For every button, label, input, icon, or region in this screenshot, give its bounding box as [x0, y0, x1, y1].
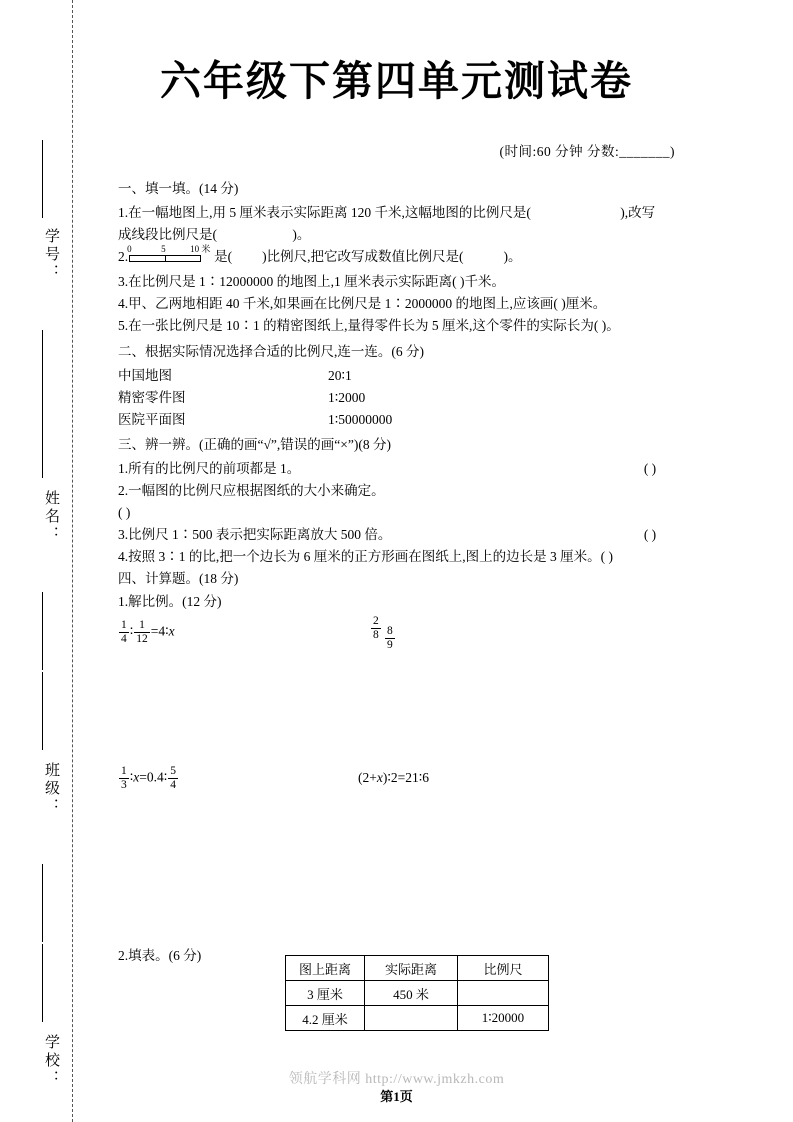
equation-3-mid: =0.4∶ — [139, 769, 168, 785]
ruler-tick-0: 0 — [127, 243, 132, 254]
fraction-denominator: 4 — [170, 778, 177, 791]
fraction-1-12 — [134, 619, 150, 645]
section-4-sub-1: 1.解比例。(12 分) — [118, 594, 222, 610]
match-row — [118, 409, 678, 431]
table-header-cell: 图上距离 — [286, 956, 365, 981]
section-1-heading: 一、填一填。(14 分) — [118, 181, 239, 196]
equation-1 — [118, 619, 175, 645]
judge-item-3 — [118, 524, 678, 546]
question-2 — [118, 243, 678, 268]
judge-box-3[interactable]: ( ) — [643, 526, 657, 542]
section-4-heading: 四、计算题。(18 分) — [118, 570, 239, 586]
table-header-cell: 比例尺 — [458, 956, 549, 981]
match-right-1: 20∶1 — [328, 367, 352, 383]
judge-item-4 — [118, 546, 678, 568]
section-2-heading: 二、根据实际情况选择合适的比例尺,连一连。(6 分) — [118, 344, 424, 360]
exam-content — [118, 178, 678, 969]
fill-table — [285, 955, 549, 1031]
equation-3-colon: ∶ — [129, 769, 134, 785]
question-4: 4.甲、乙两地相距 40 千米,如果画在比例尺是 1∶2000000 的地图上,应该画( )厘米。 — [118, 296, 607, 312]
question-1-text-b: ),改写 — [620, 204, 656, 220]
match-row — [118, 387, 678, 409]
fraction-numerator: 5 — [170, 765, 177, 778]
fraction-1-4 — [119, 619, 129, 645]
match-right-3: 1∶50000000 — [328, 411, 393, 427]
ruler-tick-5: 5 — [161, 243, 166, 254]
judge-text-3: 3.比例尺 1∶500 表示把实际距离放大 500 倍。 — [118, 526, 392, 542]
question-5: 5.在一张比例尺是 10∶1 的精密图纸上,量得零件长为 5 厘米,这个零件的实际长为( )。 — [118, 318, 620, 334]
section-4-sub-2: 2.填表。(6 分) — [118, 948, 202, 964]
fraction-denominator: 12 — [136, 632, 148, 645]
match-left-1: 中国地图 — [118, 367, 172, 383]
side-label-name: 姓名： — [43, 490, 59, 544]
equation-1-variable: x — [168, 623, 175, 639]
match-left-2: 精密零件图 — [118, 389, 186, 405]
equation-3 — [118, 765, 179, 791]
ruler-tick-10: 10 米 — [190, 243, 211, 254]
question-2-text-c: )。 — [503, 248, 522, 264]
section-3-heading: 三、辨一辨。(正确的画“√”,错误的画“×”)(8 分) — [118, 437, 391, 453]
judge-text-4: 4.按照 3∶1 的比,把一个边长为 6 厘米的正方形画在图纸上,图上的边长是 3 厘米。( ) — [118, 548, 613, 564]
question-1-text-c: 成线段比例尺是( — [118, 226, 217, 242]
watermark: 领航学科网 http://www.jmkzh.com — [288, 1072, 505, 1087]
table-header-row — [286, 956, 549, 981]
fraction-denominator: 3 — [121, 778, 127, 791]
table-cell-image-distance: 4.2 厘米 — [286, 1006, 365, 1031]
cut-line — [72, 0, 73, 1122]
equation-1-rest: =4∶ — [150, 623, 169, 639]
match-row — [118, 365, 678, 387]
mixed-number-top: 2 — [373, 615, 379, 628]
question-1-text-d: )。 — [292, 226, 311, 242]
table-row — [286, 981, 549, 1006]
table-row — [286, 1006, 549, 1031]
side-rule-7 — [42, 944, 43, 1022]
side-rule-5 — [42, 672, 43, 750]
equation-1-colon: ∶ — [129, 623, 134, 639]
match-right-2: 1∶2000 — [328, 389, 366, 405]
question-1-text-a: 1.在一幅地图上,用 5 厘米表示实际距离 120 千米,这幅地图的比例尺是( — [118, 204, 531, 220]
fraction-denominator: 9 — [387, 638, 393, 651]
mixed-number-2-8-9 — [371, 615, 381, 641]
exam-meta: (时间:60 分钟 分数:_______) — [499, 144, 675, 159]
judge-text-1: 1.所有的比例尺的前项都是 1。 — [118, 461, 301, 477]
question-2-text-b: )比例尺,把它改写成数值比例尺是( — [262, 248, 464, 264]
table-cell-scale: 1∶20000 — [458, 1006, 549, 1031]
equation-2 — [370, 615, 382, 641]
mixed-number-bottom: 8 — [373, 628, 379, 641]
fraction-denominator: 4 — [121, 632, 127, 645]
side-label-class: 班级： — [43, 762, 59, 816]
side-rule-3 — [42, 400, 43, 478]
side-rule-4 — [42, 592, 43, 670]
equation-3-variable: x — [133, 769, 140, 785]
table-cell-actual-distance: 450 米 — [365, 981, 458, 1006]
question-1 — [118, 202, 678, 246]
page-number: 第1页 — [380, 1089, 413, 1104]
equation-4-left: (2+ — [358, 770, 377, 786]
question-2-number: 2. — [118, 248, 129, 264]
fraction-numerator: 8 — [387, 625, 393, 638]
side-label-student-id: 学号： — [43, 228, 59, 282]
table-cell-actual-distance-blank[interactable] — [365, 1006, 458, 1031]
judge-item-1 — [118, 458, 678, 480]
judge-item-2 — [118, 480, 678, 524]
equation-2-den — [384, 625, 396, 651]
fraction-numerator: 1 — [139, 619, 145, 632]
calculation-area — [118, 615, 678, 815]
table-header-cell: 实际距离 — [365, 956, 458, 981]
equation-4-right: )∶2=21∶6 — [382, 770, 429, 786]
fraction-5-4 — [168, 765, 178, 791]
side-label-school: 学校： — [43, 1034, 59, 1088]
table-cell-image-distance: 3 厘米 — [286, 981, 365, 1006]
equation-4-variable: x — [376, 770, 383, 786]
fraction-1-3 — [119, 765, 129, 791]
fill-table-wrapper — [285, 955, 549, 1031]
side-rule-2 — [42, 330, 43, 408]
question-2-text-a: 是( — [214, 248, 233, 264]
judge-box-1[interactable]: ( ) — [643, 461, 657, 477]
table-cell-scale-blank[interactable] — [458, 981, 549, 1006]
page-title: 六年级下第四单元测试卷 — [160, 58, 633, 104]
judge-text-2: 2.一幅图的比例尺应根据图纸的大小来确定。 — [118, 483, 385, 499]
side-rule-6 — [42, 864, 43, 942]
fraction-8-9 — [385, 625, 395, 651]
fraction-numerator: 1 — [121, 765, 127, 778]
judge-box-2[interactable]: ( ) — [118, 505, 131, 521]
match-left-3: 医院平面图 — [118, 411, 186, 427]
match-list — [118, 365, 678, 431]
scale-ruler-graphic — [127, 243, 213, 264]
question-3: 3.在比例尺是 1∶12000000 的地图上,1 厘米表示实际距离( )千米。 — [118, 274, 505, 290]
equation-4 — [358, 767, 429, 789]
fraction-numerator: 1 — [121, 619, 127, 632]
side-rule-1 — [42, 140, 43, 218]
